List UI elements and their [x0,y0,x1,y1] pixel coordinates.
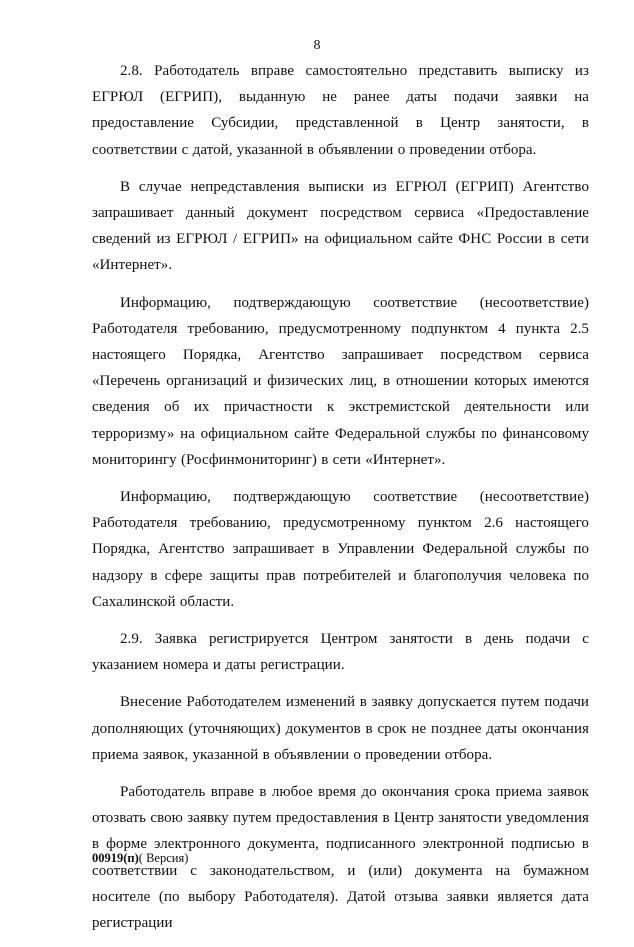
footer [92,850,188,866]
paragraph-2-9: 2.9. Заявка регистрируется Центром занятости в день подачи с указанием номера и даты регистрации. [92,631,589,674]
paragraph-egrul-request: В случае непредставления выписки из ЕГРЮЛ (ЕГРИП) Агентство запрашивает данный документ посредством сервиса «Предоставление сведений из ЕГРЮЛ / ЕГРИП» на официальном сайте ФНС России в сети «Интернет». [92,178,589,274]
paragraph-changes: Внесение Работодателем изменений в заявку допускается путем подачи дополняющих (уточняющих) документов в срок не позднее даты окончания приема заявок, указанной в объявлении о проведении отбора. [92,694,589,763]
page-number: 8 [313,38,321,53]
paragraph-withdrawal: Работодатель вправе в любое время до окончания срока приема заявок отозвать свою заявку путем предоставления в Центр занятости уведомления в форме электронного документа, подписанного электронной подписью в соответствии с законодательством, и (или) документа на бумажном носителе (по выбору Работодателя). Датой отзыва заявки является дата регистрации [92,784,589,932]
paragraph-2-8: 2.8. Работодатель вправе самостоятельно представить выписку из ЕГРЮЛ (ЕГРИП), выданную не ранее даты подачи заявки на предоставление Субсидии, представленной в Центр занятости, в соответствии с датой, указанной в объявлении о проведении отбора. [92,63,589,158]
document-code: 00919(п) [92,851,139,865]
paragraph-rospotrebnadzor: Информацию, подтверждающую соответствие (несоответствие) Работодателя требованию, предусмотренному пунктом 2.6 настоящего Порядка, Агентство запрашивает в Управлении Федеральной службы по надзору в сфере защиты прав потребителей и благополучия человека по Сахалинской области. [92,489,589,610]
document-version: ( Версия) [138,851,189,865]
document-body [92,58,589,947]
paragraph-rosfinmonitoring: Информацию, подтверждающую соответствие (несоответствие) Работодателя требованию, предусмотренному подпунктом 4 пункта 2.5 настоящего Порядка, Агентство запрашивает посредством сервиса «Перечень организаций и физических лиц, в отношении которых имеются сведения об их причастности к экстремистской деятельности или терроризму» на официальном сайте Федеральной службы по финансовому мониторингу (Росфинмониторинг) в сети «Интернет». [92,294,589,468]
